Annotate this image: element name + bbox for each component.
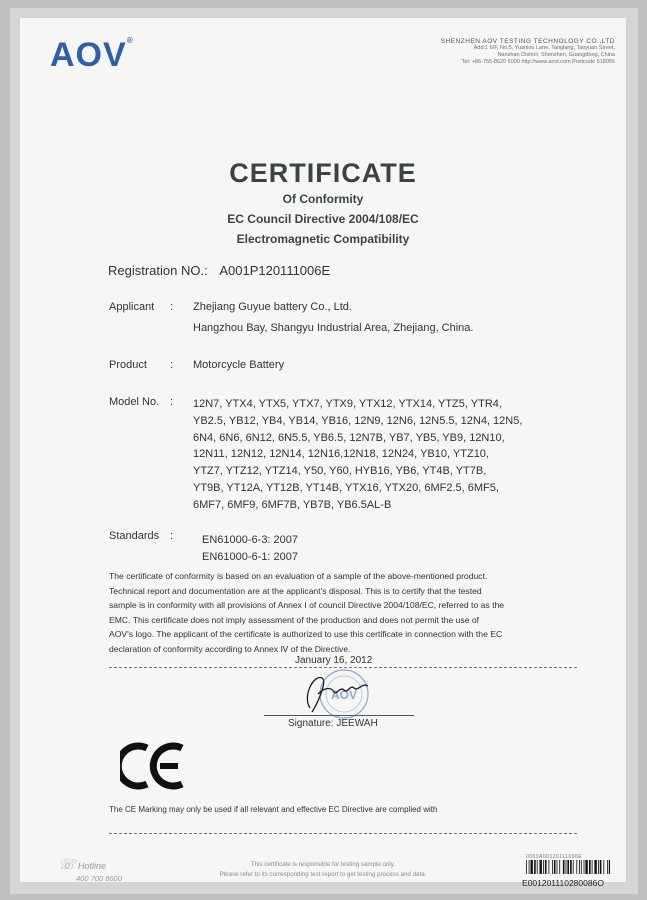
barcode-bar: [566, 860, 567, 874]
barcode-bar: [576, 860, 577, 874]
applicant-label: Applicant: [109, 301, 155, 313]
registration-value: A001P120111006E: [219, 263, 331, 278]
barcode-bar: [607, 860, 608, 874]
barcode-bar: [554, 860, 556, 874]
barcode-bar: [594, 860, 596, 874]
signature-line: [264, 715, 414, 716]
issue-date: January 16, 2012: [295, 655, 373, 666]
model-line: 6N4, 6N6, 6N12, 6N5.5, YB6.5, 12N7B, YB7, YB5, YB9, 12N10,: [193, 431, 505, 444]
certificate-page: [20, 18, 626, 888]
certificate-border: [10, 8, 638, 894]
barcode-bar: [609, 860, 610, 874]
barcode: [526, 854, 610, 879]
product-label: Product: [109, 359, 147, 371]
barcode-bar: [526, 860, 527, 874]
emc-title: Electromagnetic Compatibility: [236, 232, 410, 246]
barcode-bar: [567, 860, 569, 874]
model-colon: :: [170, 396, 174, 408]
barcode-bar: [570, 860, 572, 874]
standards-label: Standards: [109, 530, 160, 542]
registration-number: [108, 263, 330, 278]
standard-item: EN61000-6-1: 2007: [202, 551, 299, 563]
model-list: [193, 396, 563, 514]
standard-item: EN61000-6-3: 2007: [202, 534, 299, 546]
barcode-bar: [534, 860, 536, 874]
hotline-label: Hotline: [78, 861, 107, 871]
barcode-bar: [579, 860, 580, 874]
barcode-number: E001201110280086O: [522, 878, 604, 888]
barcode-bar: [603, 860, 604, 874]
model-line: 12N7, YTX4, YTX5, YTX7, YTX9, YTX12, YTX14, YTZ5, YTR4,: [193, 398, 502, 410]
model-line: YB2.5, YB12, YB4, YB14, YB16, 12N9, 12N6, 12N5.5, 12N4, 12N5,: [193, 414, 523, 427]
certificate-subtitle: Of Conformity: [282, 192, 364, 206]
ce-mark-icon: [120, 742, 186, 790]
barcode-bar: [549, 860, 550, 874]
barcode-bar: [563, 860, 565, 874]
barcode-bar: [600, 860, 602, 874]
ce-note: The CE Marking may only be used if all relevant and effective EC Directive are complied with: [109, 805, 438, 814]
model-label: Model No.: [109, 396, 160, 408]
model-line: 12N11, 12N12, 12N14, 12N16,12N18, 12N24, YB10, YTZ10,: [193, 448, 489, 461]
barcode-bar: [531, 860, 533, 874]
barcode-bar: [559, 860, 560, 874]
signature-label: Signature: JEEWAH: [288, 718, 378, 729]
standards-colon: :: [170, 530, 174, 542]
barcode-bars: [526, 860, 610, 874]
registration-label: Registration NO.:: [108, 263, 208, 278]
certificate-title: CERTIFICATE: [229, 158, 417, 188]
product-value: Motorcycle Battery: [193, 359, 285, 371]
barcode-bar: [589, 860, 591, 874]
applicant-colon: :: [170, 301, 174, 313]
barcode-bar: [543, 860, 544, 874]
footer-note-line: Please refer to its corresponding test report to get testing process and data.: [219, 871, 427, 878]
model-line: YT9B, YT12A, YT12B, YT14B, YTX16, YTX20, 6MF2.5, 6MF5,: [193, 481, 499, 494]
model-line: 6MF7, 6MF9, 6MF7B, YB7B, YB6.5AL-B: [193, 498, 392, 511]
statement-line: declaration of conformity according to Annex Ⅳ of the Directive.: [109, 643, 351, 654]
applicant-name: Zhejiang Guyue battery Co., Ltd.: [193, 301, 352, 313]
product-colon: :: [170, 359, 174, 371]
statement-line: EMC. This certificate does not imply assessment of the production and does not permit the use of: [109, 614, 480, 625]
hotline-number: 400 700 8600: [76, 874, 122, 883]
barcode-bar: [545, 860, 547, 874]
signature-seal: [292, 666, 382, 722]
barcode-bar: [585, 860, 587, 874]
conformity-statement: [109, 569, 575, 657]
statement-line: Technical report and documentation are at the applicant's disposal. This is to certify that the tested: [109, 585, 482, 596]
barcode-bar: [557, 860, 558, 874]
barcode-bar: [592, 860, 593, 874]
barcode-bar: [598, 860, 599, 874]
barcode-bar: [529, 860, 530, 874]
barcode-bar: [584, 860, 585, 874]
seal-text: AOV: [330, 688, 358, 702]
barcode-bar: [552, 860, 553, 874]
divider: [109, 833, 577, 834]
applicant-address: Hangzhou Bay, Shangyu Industrial Area, Zhejiang, China.: [193, 322, 474, 334]
ce-mark: [120, 742, 186, 795]
footer-note-line: This certificate is responsible for testing sample only.: [250, 861, 396, 868]
aov-logo: AOV®: [50, 36, 134, 74]
barcode-bar: [581, 860, 582, 874]
lab-contact: Tel: +86-755-8620 6000 http://www.aovt.com Postcode 518055: [461, 59, 615, 65]
statement-line: AOV's logo. The applicant of the certificate is authorized to use this certificate in connection with the EC: [109, 629, 503, 640]
barcode-bar: [540, 860, 542, 874]
lab-address-line: Add:1 6/F, No.5, Yuanlou Lane, Tanglang, Taoyuan Street,: [473, 45, 615, 51]
statement-line: sample is in conformity with all provisions of Annex I of council Directive 2004/108/EC, referred to as the: [109, 600, 505, 611]
barcode-small-text: 0000A00120111006E: [526, 854, 583, 860]
barcode-bar: [537, 860, 538, 874]
barcode-bar: [573, 860, 574, 874]
directive-title: EC Council Directive 2004/108/EC: [227, 212, 419, 226]
lab-address-line: Nanshan District, Shenzhen, Guangdong, China: [497, 52, 615, 58]
model-line: YTZ7, YTZ12, YTZ14, Y50, Y60, HYB16, YB6, YT4B, YT7B,: [193, 465, 487, 478]
lab-address-block: [425, 38, 615, 66]
phone-icon: ☏: [58, 856, 76, 872]
lab-name: SHENZHEN AOV TESTING TECHNOLOGY CO.,LTD: [440, 38, 615, 45]
statement-line: The certificate of conformity is based on an evaluation of a sample of the above-mentioned product.: [109, 571, 488, 581]
